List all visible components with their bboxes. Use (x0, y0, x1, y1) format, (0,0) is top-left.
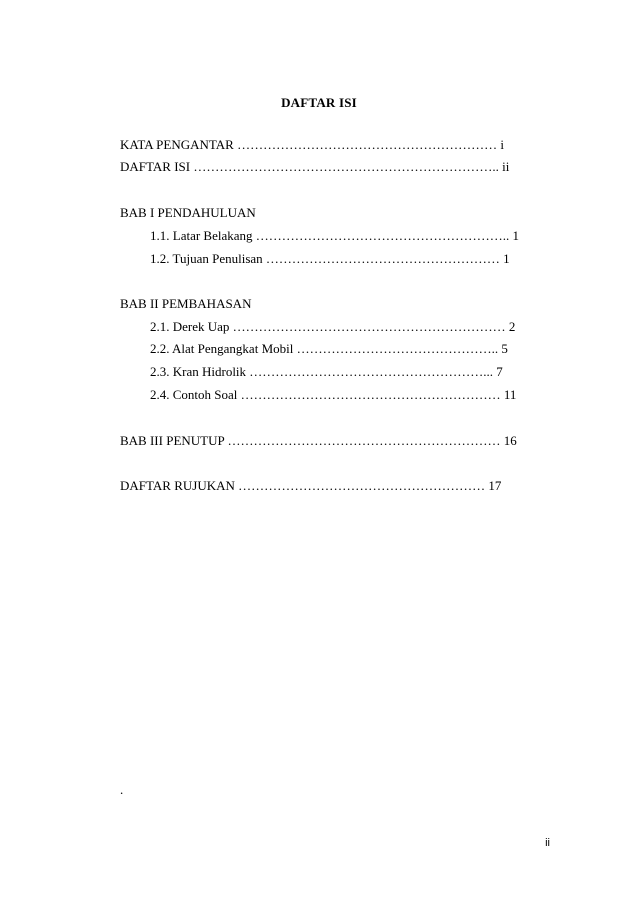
toc-entry-2-1: 2.1. Derek Uap ……………………………………………………… 2 (150, 319, 516, 334)
toc-entry-daftar-rujukan: DAFTAR RUJUKAN ………………………………………………… 17 (120, 478, 502, 493)
toc-heading-bab-2: BAB II PEMBAHASAN (120, 296, 252, 311)
stray-dot: . (120, 782, 124, 797)
toc-entry-2-2: 2.2. Alat Pengangkat Mobil ……………………………………….. 5 (150, 341, 508, 356)
page-number: ii (545, 837, 550, 849)
toc-heading-bab-1: BAB I PENDAHULUAN (120, 205, 256, 220)
toc-entry-2-3: 2.3. Kran Hidrolik ………………………………………………... 7 (150, 364, 503, 379)
toc-entry-kata-pengantar: KATA PENGANTAR …………………………………………………… i (120, 137, 504, 152)
toc-entry-1-2: 1.2. Tujuan Penulisan ……………………………………………… 1 (150, 251, 510, 266)
toc-entry-bab-3: BAB III PENUTUP ……………………………………………………… 16 (120, 433, 517, 448)
page-title: DAFTAR ISI (281, 95, 357, 110)
toc-entry-1-1: 1.1. Latar Belakang ………………………………………………….. 1 (150, 228, 520, 243)
toc-entry-daftar-isi: DAFTAR ISI …………………………………………………………….. ii (120, 159, 510, 174)
toc-entry-2-4: 2.4. Contoh Soal …………………………………………………… 11 (150, 387, 517, 402)
